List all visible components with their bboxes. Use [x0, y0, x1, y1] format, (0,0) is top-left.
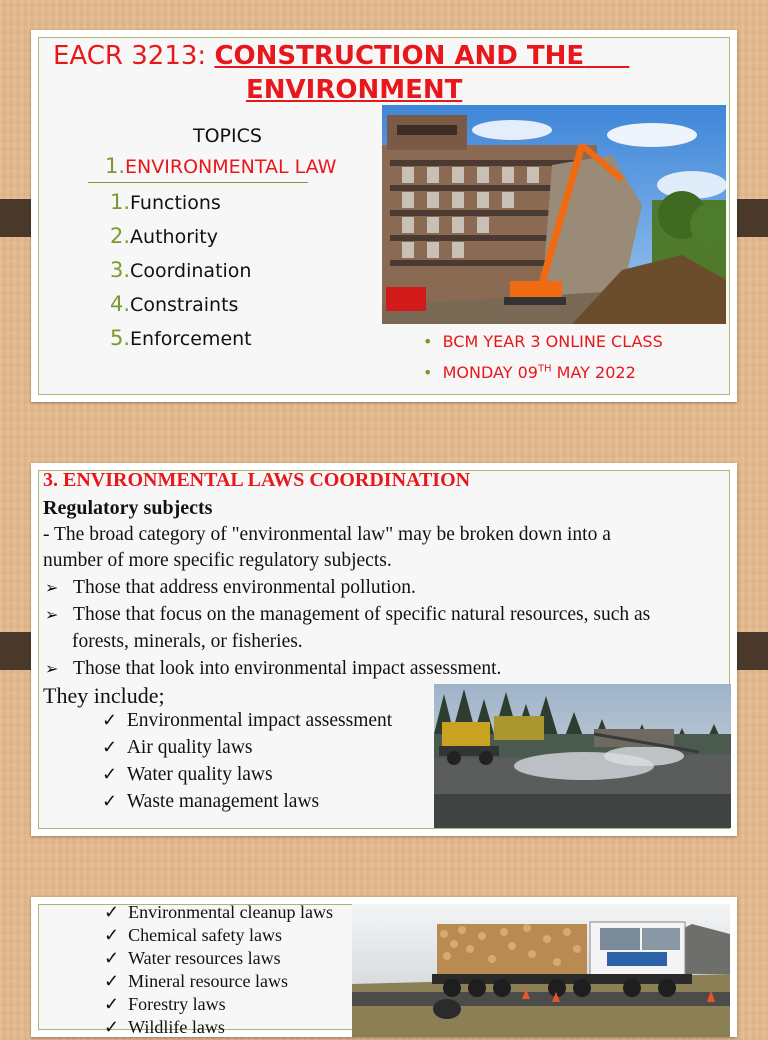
main-topic-label: ENVIRONMENTAL LAW	[125, 156, 337, 178]
slide-2	[31, 463, 737, 836]
sub-topic-item: 3.Coordination	[110, 258, 252, 282]
sub-topic-item: 5.Enforcement	[110, 326, 252, 350]
quarry-photo	[434, 684, 731, 828]
main-topic	[105, 154, 336, 178]
check-list	[102, 710, 392, 818]
they-include-label: They include;	[43, 683, 165, 708]
date-line: • MONDAY 09TH MAY 2022	[423, 363, 636, 382]
logging-truck-photo	[352, 904, 730, 1037]
title-line-2: ENVIRONMENT	[246, 75, 463, 105]
slide-1	[31, 30, 737, 402]
check-item: ✓ Forestry laws	[104, 994, 226, 1014]
check-list-continued	[104, 902, 333, 1040]
slide-title	[53, 41, 629, 71]
intro-line-2: number of more specific regulatory subjects.	[43, 550, 392, 571]
section-heading: 3. ENVIRONMENTAL LAWS COORDINATION	[43, 469, 471, 491]
sub-topic-item: 1.Functions	[110, 190, 221, 214]
section-subheading: Regulatory subjects	[43, 497, 213, 519]
main-topic-underline	[88, 182, 308, 183]
check-item: ✓ Environmental impact assessment	[102, 710, 393, 731]
arrow-item: ➢ Those that focus on the management of specific natural resources, such as	[45, 604, 651, 625]
check-item: ✓ Waste management laws	[102, 791, 320, 812]
check-item: ✓ Air quality laws	[102, 737, 253, 758]
topics-heading: TOPICS	[193, 125, 262, 147]
title-underline-pad	[584, 41, 629, 71]
demolition-photo	[382, 105, 726, 324]
arrow-item: ➢ Those that address environmental pollution.	[45, 577, 416, 598]
check-item: ✓ Water resources laws	[104, 948, 281, 968]
check-item: ✓ Mineral resource laws	[104, 971, 289, 991]
intro-line-1: - The broad category of "environmental law" may be broken down into a	[43, 524, 611, 545]
check-item: ✓ Wildlife laws	[104, 1017, 225, 1037]
slide-3	[31, 897, 737, 1037]
course-code: EACR 3213:	[53, 41, 215, 71]
class-line: • BCM YEAR 3 ONLINE CLASS	[423, 332, 663, 351]
sub-topic-item: 2.Authority	[110, 224, 218, 248]
check-item: ✓ Environmental cleanup laws	[104, 902, 334, 922]
check-item: ✓ Chemical safety laws	[104, 925, 283, 945]
sub-topic-list	[110, 190, 252, 360]
check-item: ✓ Water quality laws	[102, 764, 273, 785]
arrow-item: ➢ Those that look into environmental impact assessment.	[45, 658, 502, 679]
title-line-1: CONSTRUCTION AND THE	[214, 41, 585, 71]
main-topic-number: 1.	[105, 154, 126, 178]
sub-topic-item: 4.Constraints	[110, 292, 239, 316]
class-info	[423, 332, 663, 382]
arrow-item-continued: forests, minerals, or fisheries.	[72, 631, 303, 652]
